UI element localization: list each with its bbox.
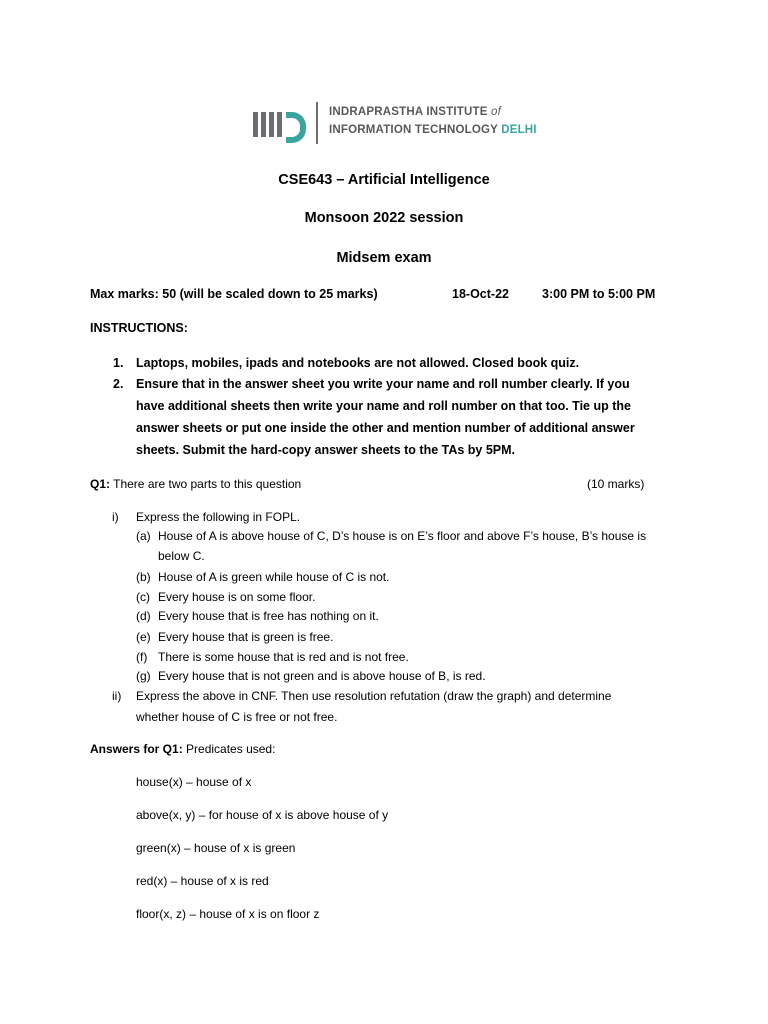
answers-heading: Answers for Q1: Predicates used: [90,742,276,756]
instructions-heading: INSTRUCTIONS: [90,321,188,335]
logo-line-1: INDRAPRASTHA INSTITUTE of [329,106,501,118]
q1-heading: Q1: There are two parts to this question [90,477,302,491]
sub-label: (a) [136,529,151,543]
session-title: Monsoon 2022 session [304,210,464,226]
predicate-item: above(x, y) – for house of x is above house of y [136,808,389,822]
predicate-item: red(x) – house of x is red [136,874,269,888]
part-number: ii) [112,689,122,703]
sub-text: House of A is above house of C, D’s house is on E’s floor and above F’s house, B’s house is [158,529,647,543]
predicate-item: house(x) – house of x [136,775,252,789]
sub-text: There is some house that is red and is not free. [158,650,409,664]
part-ii-text: Express the above in CNF. Then use resolution refutation (draw the graph) and determine [136,689,612,703]
course-title: CSE643 – Artificial Intelligence [278,172,490,188]
logo-divider [316,102,318,144]
instruction-line: sheets. Submit the hard-copy answer sheets to the TAs by 5PM. [136,443,516,457]
instruction-line: answer sheets or put one inside the other and mention number of additional answer [136,421,635,435]
sub-text: Every house that is green is free. [158,630,334,644]
sub-text: Every house that is free has nothing on it. [158,609,379,623]
instruction-line: Laptops, mobiles, ipads and notebooks are not allowed. Closed book quiz. [136,356,580,370]
exam-title: Midsem exam [336,250,432,266]
sub-text: Every house is on some floor. [158,590,316,604]
logo-line-2: INFORMATION TECHNOLOGY DELHI [329,124,537,136]
part-number: i) [112,510,119,524]
exam-date: 18-Oct-22 [452,287,509,301]
exam-time: 3:00 PM to 5:00 PM [542,287,656,301]
sub-text: Every house that is not green and is above house of B, is red. [158,669,486,683]
sub-text: House of A is green while house of C is not. [158,570,390,584]
max-marks: Max marks: 50 (will be scaled down to 25 marks) [90,287,378,301]
sub-text: below C. [158,549,205,563]
predicate-item: floor(x, z) – house of x is on floor z [136,907,320,921]
part-i-text: Express the following in FOPL. [136,510,301,524]
instruction-line: have additional sheets then write your name and roll number on that too. Tie up the [136,399,631,413]
instruction-line: Ensure that in the answer sheet you write your name and roll number clearly. If you [136,377,630,391]
predicate-item: green(x) – house of x is green [136,841,296,855]
sub-label: (f) [136,650,148,664]
sub-label: (d) [136,609,151,623]
part-ii-text: whether house of C is free or not free. [136,710,338,724]
instruction-number: 2. [113,377,124,391]
sub-label: (g) [136,669,151,683]
institute-logo [253,102,537,146]
q1-marks: (10 marks) [587,477,645,491]
sub-label: (e) [136,630,151,644]
instruction-number: 1. [113,356,124,370]
sub-label: (c) [136,590,150,604]
sub-label: (b) [136,570,151,584]
